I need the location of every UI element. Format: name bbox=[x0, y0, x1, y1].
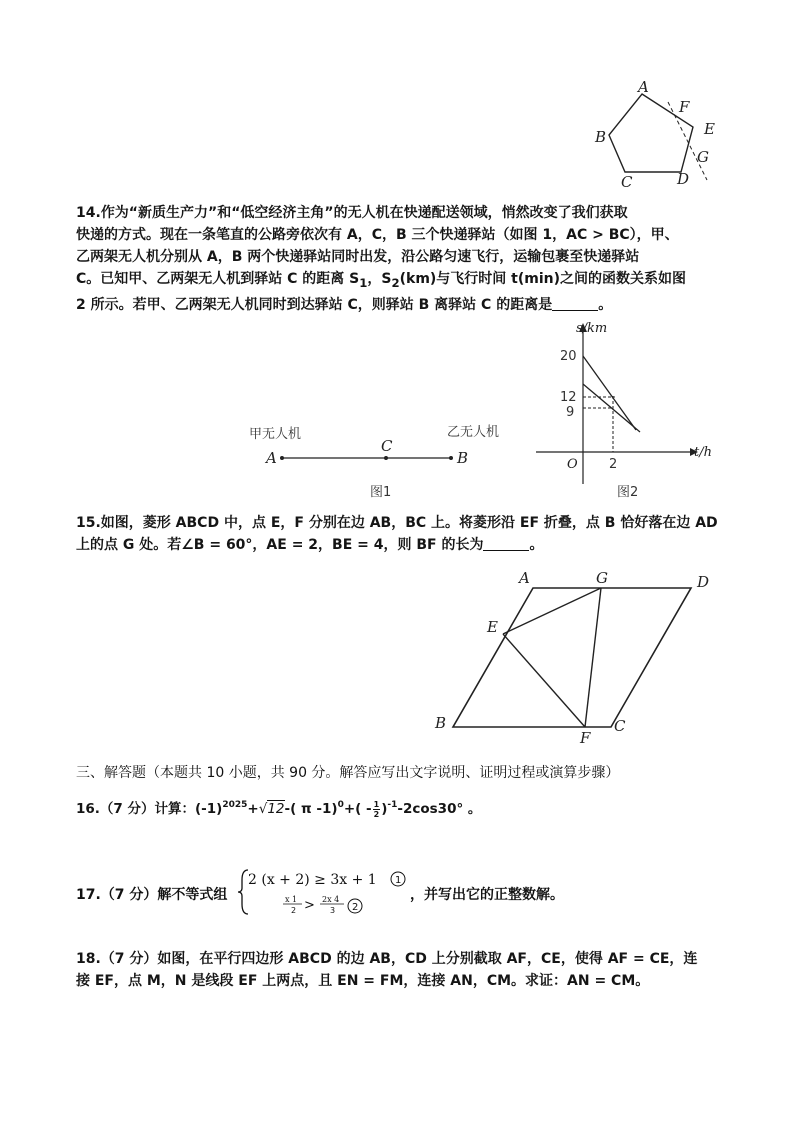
q16-part3: +( - bbox=[343, 801, 372, 817]
fig2-xtick-2: 2 bbox=[609, 457, 618, 472]
label-c: C bbox=[621, 173, 633, 191]
q16-frac-den: 2 bbox=[373, 809, 380, 819]
fig2-ytick-9: 9 bbox=[566, 405, 575, 420]
q16-exp-neg1: -1 bbox=[387, 800, 398, 810]
q14-line5-a: 2 所示。若甲、乙两架无人机同时到达驿站 C，则驿站 B 离驿站 C 的距离是 bbox=[76, 296, 553, 313]
answer-blank bbox=[552, 296, 598, 311]
fig2-origin: O bbox=[567, 457, 578, 472]
q16-plus: + bbox=[247, 801, 259, 817]
q14-line2: 快递的方式。现在一条笔直的公路旁依次有 A，C，B 三个快递驿站（如图 1，AC > BC），甲、 bbox=[76, 227, 679, 243]
fig1-left-label: 甲无人机 bbox=[249, 427, 302, 442]
rhombus-label-a: A bbox=[519, 569, 530, 587]
ineq2-right-den: 3 bbox=[330, 906, 336, 915]
rhombus-label-c: C bbox=[614, 717, 626, 735]
question-14 bbox=[76, 202, 726, 316]
q14-sub1: 1 bbox=[359, 275, 368, 290]
fig1-label-c: C bbox=[381, 437, 393, 455]
brace-icon bbox=[238, 870, 248, 914]
ineq2-right-num: 2x 4 bbox=[322, 895, 340, 904]
ineq2-mid: > bbox=[304, 898, 315, 913]
ineq2-left-den: 2 bbox=[291, 906, 297, 915]
segment-eg bbox=[503, 588, 601, 634]
q15-line2-b: 。 bbox=[529, 537, 544, 553]
q17-suffix: ，并写出它的正整数解。 bbox=[410, 887, 564, 903]
q14-line3: 乙两架无人机分别从 A，B 两个快递驿站同时出发，沿公路匀速飞行，运输包裹至快递驿站 bbox=[76, 249, 640, 265]
q16-exp0: 0 bbox=[337, 800, 344, 810]
fig1-label-a: A bbox=[266, 449, 277, 467]
q16-exp: 2025 bbox=[222, 800, 248, 810]
fig2-line-yi bbox=[583, 384, 640, 432]
q15-line1: 15.如图，菱形 ABCD 中，点 E，F 分别在边 AB，BC 上。将菱形沿 EF 折叠，点 B 恰好落在边 AD bbox=[76, 515, 718, 531]
rhombus-label-b: B bbox=[435, 714, 447, 732]
label-f: F bbox=[679, 98, 690, 116]
fig2-ytick-12: 12 bbox=[560, 390, 577, 405]
segment-ef bbox=[503, 634, 585, 727]
pentagon-figure bbox=[580, 80, 730, 195]
fig1-point-b bbox=[449, 456, 453, 460]
label-b: B bbox=[595, 128, 607, 146]
rhombus-label-g: G bbox=[596, 569, 608, 587]
ineq1-mark: 1 bbox=[395, 875, 402, 886]
q14-number: 14. bbox=[76, 205, 101, 221]
question-16 bbox=[76, 794, 726, 820]
rhombus-figure bbox=[425, 565, 730, 745]
fig2-ytick-20: 20 bbox=[560, 349, 577, 364]
q16-part5: -2cos30° 。 bbox=[397, 801, 482, 817]
segment-gf bbox=[585, 588, 601, 727]
rhombus-label-e: E bbox=[487, 618, 498, 636]
q14-line1-text: 作为“新质生产力”和“低空经济主角”的无人机在快递配送领域，悄然改变了我们获取 bbox=[100, 205, 628, 221]
fig1-point-c bbox=[384, 456, 388, 460]
ineq1: 2 (x + 2) ≥ 3x + 1 bbox=[248, 872, 377, 888]
label-g: G bbox=[697, 148, 709, 166]
q14-line4-a: C。已知甲、乙两架无人机到驿站 C 的距离 S bbox=[76, 271, 360, 287]
q14-line4-c: (km)与飞行时间 t(min)之间的函数关系如图 bbox=[399, 271, 687, 287]
q18-line2: 接 EF，点 M，N 是线段 EF 上两点，且 EN = FM，连接 AN，CM。求证：AN = CM。 bbox=[76, 973, 650, 989]
sqrt-icon: √ bbox=[258, 801, 268, 817]
q16-fraction bbox=[373, 800, 381, 819]
q14-line4 bbox=[76, 268, 726, 294]
fig2-xlabel: t/h bbox=[694, 445, 712, 460]
q16-part2: -( π -1) bbox=[284, 801, 338, 817]
q15-line2-a: 上的点 G 处。若∠B = 60°，AE = 2，BE = 4，则 BF 的长为 bbox=[76, 537, 484, 553]
q16-part4: ) bbox=[381, 801, 388, 817]
q17-system bbox=[238, 866, 413, 918]
fig2-ylabel: s/km bbox=[576, 321, 608, 336]
label-d: D bbox=[677, 170, 690, 188]
q16-frac-num: 1 bbox=[373, 799, 380, 809]
fig1-point-a bbox=[280, 456, 284, 460]
fig1-caption: 图1 bbox=[370, 485, 392, 500]
fig1-right-label: 乙无人机 bbox=[447, 425, 500, 440]
answer-blank bbox=[483, 536, 529, 551]
q14-line4-b: ，S bbox=[367, 271, 392, 287]
q15-line2 bbox=[76, 534, 726, 556]
section-3-header: 三、解答题（本题共 10 小题，共 90 分。解答应写出文字说明、证明过程或演算步骤） bbox=[76, 765, 620, 781]
q14-figures bbox=[240, 312, 720, 504]
label-e: E bbox=[704, 120, 715, 138]
q16-sqrt-value: 12 bbox=[267, 801, 285, 817]
rhombus-abcd bbox=[453, 588, 691, 727]
q14-line1 bbox=[76, 202, 726, 224]
ineq2-mark: 2 bbox=[352, 902, 359, 913]
rhombus-label-f: F bbox=[580, 729, 591, 745]
fig2-line-jia bbox=[583, 356, 636, 430]
q14-sub2: 2 bbox=[391, 275, 400, 290]
q16-prefix: 16.（7 分）计算：(-1) bbox=[76, 801, 223, 817]
rhombus-label-d: D bbox=[697, 573, 710, 591]
label-a: A bbox=[638, 80, 649, 96]
fig1-label-b: B bbox=[457, 449, 469, 467]
question-15 bbox=[76, 512, 726, 556]
fig2-caption: 图2 bbox=[617, 485, 639, 500]
q17-prefix: 17.（7 分）解不等式组 bbox=[76, 887, 228, 903]
question-18 bbox=[76, 948, 726, 992]
q18-line1: 18.（7 分）如图，在平行四边形 ABCD 的边 AB，CD 上分别截取 AF，CE，使得 AF = CE，连 bbox=[76, 951, 698, 967]
ineq2-left-num: x 1 bbox=[285, 895, 298, 904]
q14-line5-b: 。 bbox=[598, 296, 613, 313]
